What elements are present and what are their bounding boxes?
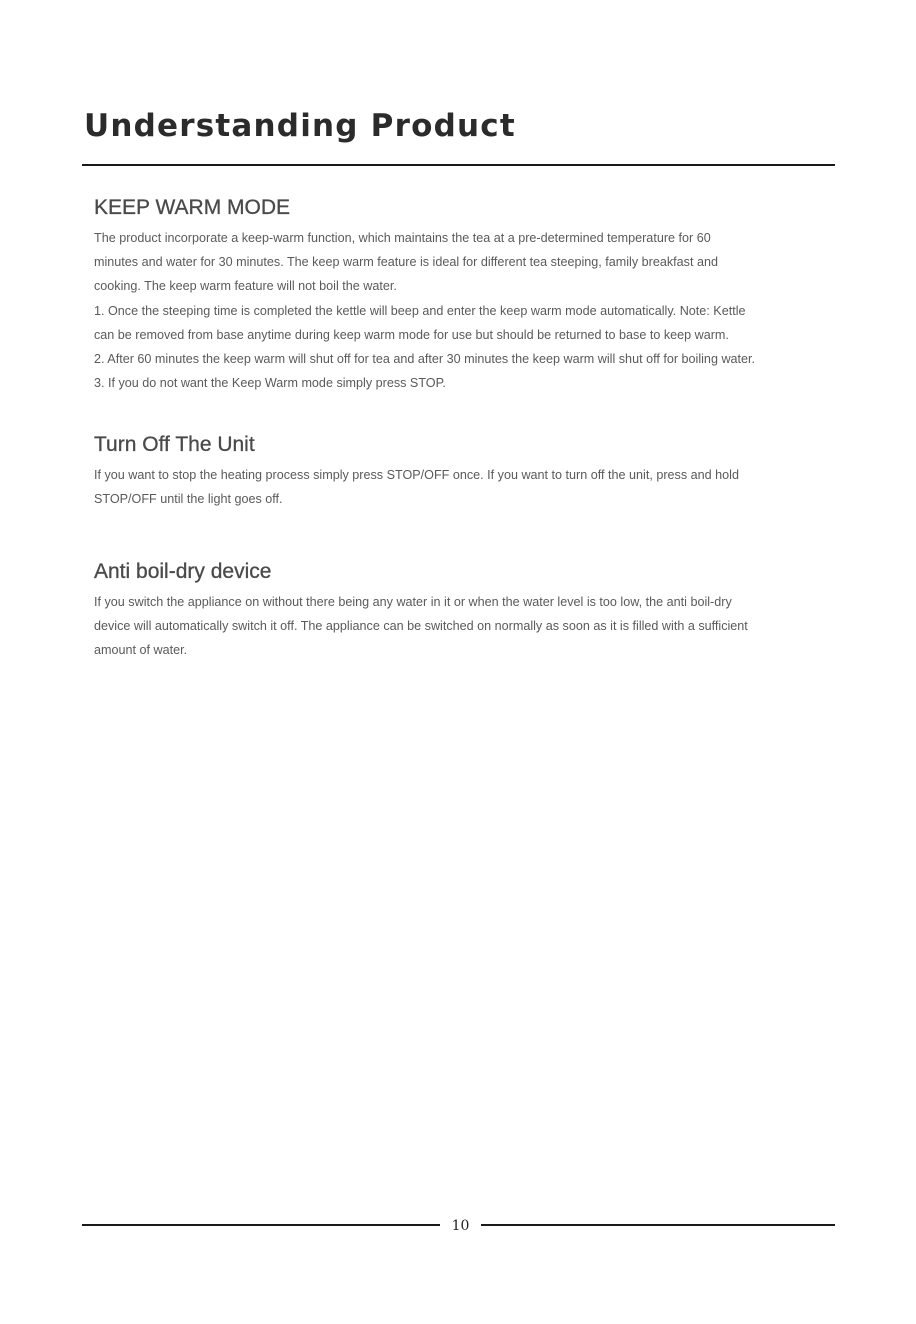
paragraph-line: amount of water. <box>94 643 188 658</box>
section-heading: Turn Off The Unit <box>94 433 255 456</box>
list-item: 1. Once the steeping time is completed the kettle will beep and enter the keep warm mode automatically. Note: Kettle <box>94 303 746 318</box>
section-keep-warm-mode <box>94 194 834 395</box>
footer-divider-right <box>481 1224 835 1226</box>
page-number: 10 <box>451 1218 470 1234</box>
section-anti-boil-dry <box>94 558 834 663</box>
paragraph-line: minutes and water for 30 minutes. The keep warm feature is ideal for different tea steeping, family breakfast and <box>94 255 718 270</box>
list-item: 2. After 60 minutes the keep warm will shut off for tea and after 30 minutes the keep warm will shut off for boiling water. <box>94 352 756 367</box>
paragraph-line: If you want to stop the heating process simply press STOP/OFF once. If you want to turn off the unit, press and hold <box>94 468 739 482</box>
section-turn-off-unit <box>94 431 834 511</box>
page-title: Understanding Product <box>84 108 516 144</box>
paragraph-line: can be removed from base anytime during keep warm mode for use but should be returned to base to keep warm. <box>94 327 729 342</box>
paragraph-line: If you switch the appliance on without there being any water in it or when the water level is too low, the anti boil-dry <box>94 595 732 609</box>
paragraph-line: The product incorporate a keep-warm function, which maintains the tea at a pre-determined temperature for 60 <box>94 231 711 245</box>
paragraph-line: cooking. The keep warm feature will not boil the water. <box>94 279 397 294</box>
section-heading: KEEP WARM MODE <box>94 196 291 219</box>
paragraph-line: STOP/OFF until the light goes off. <box>94 492 283 507</box>
list-item: 3. If you do not want the Keep Warm mode simply press STOP. <box>94 376 446 391</box>
section-heading: Anti boil-dry device <box>94 560 272 583</box>
title-divider <box>82 164 835 166</box>
paragraph-line: device will automatically switch it off. The appliance can be switched on normally as soon as it is filled with a sufficient <box>94 619 748 634</box>
footer-divider-left <box>82 1224 440 1226</box>
